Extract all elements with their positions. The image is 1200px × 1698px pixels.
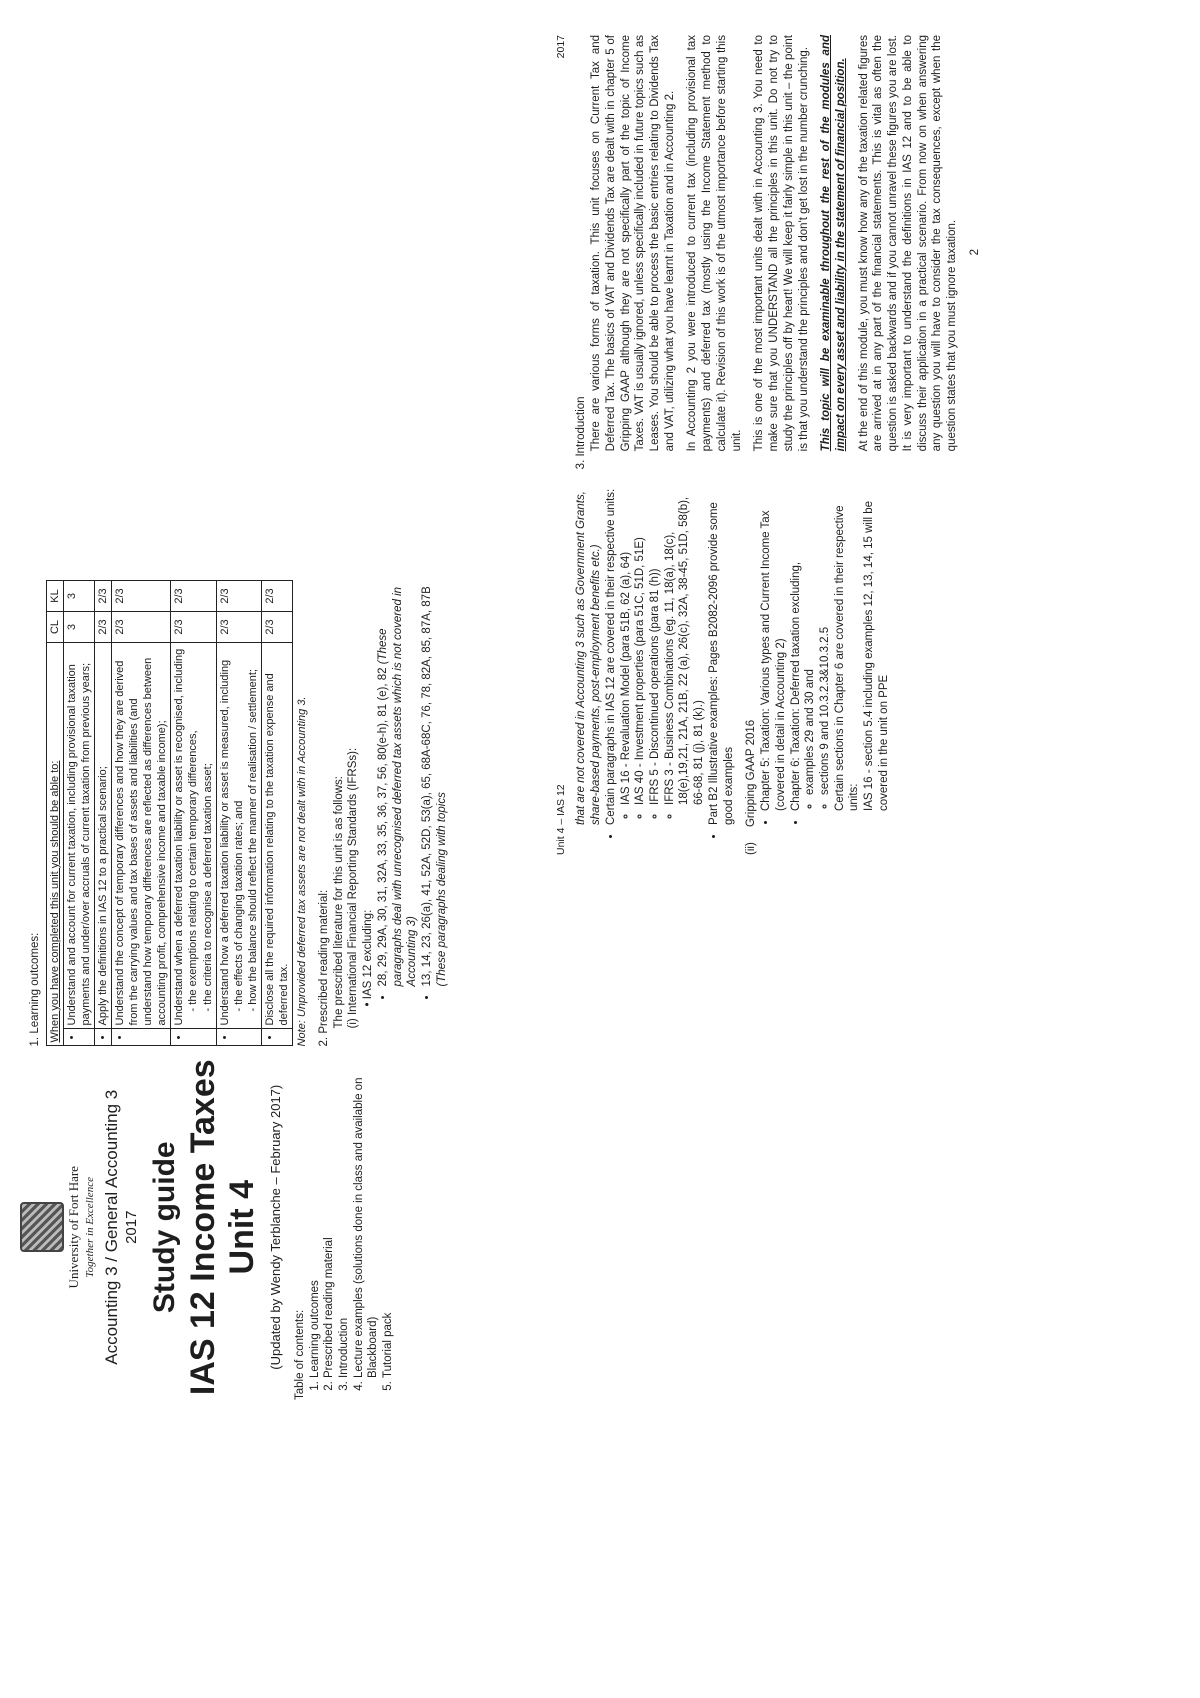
outcome-sub-item: - how the balance should reflect the manner of realisation / settlement; xyxy=(246,646,260,1011)
lo-intro: When you have completed this unit you should be able to: xyxy=(46,643,63,1046)
unit-item: ◦ IFRS 3 - Business Combinations (eg. 11, 18(a), 18(c), 18(e),19,21, 21A, 21B, 22 (a), 26(c), 32A, 38-45, 51D, 58(b), 66-68, 81 (j), 81 (k).) xyxy=(663,477,707,805)
page-number: 2 xyxy=(968,248,981,256)
chapter-6-item: ◦ sections 9 and 10.3.2.3&10.3.2.5 xyxy=(818,477,833,795)
outcome-sub-item: - the effects of changing taxation rates; and xyxy=(232,646,246,1011)
outcome-text: Apply the definitions in IAS 12 to a practical scenario; xyxy=(94,643,111,1029)
item-marker: (i) xyxy=(347,1018,360,1029)
part-b2: • Part B2 Illustrative examples: Pages B2082-2096 provide some good examples xyxy=(707,477,736,825)
outcomes-note: Note: Unprovided deferred tax assets are not dealt with in Accounting 3. xyxy=(295,696,308,1047)
toc-item: 5. Tutorial pack xyxy=(381,1054,396,1378)
university-crest-icon xyxy=(20,1202,64,1252)
cover-page: University of Fort Hare Together in Excellence Accounting 3 / General Accounting 3 2017 Study guide IAS 12 Income Taxes Unit 4 (Updated by Wendy Terblanche – February 2017) Table of contents: 1. Learning outcomes 2. Prescribed reading material 3. Introduction 4. Lecture examples (solutions done in class and available on Blackboard) 5. Tutorial pack 1. Learning outcomes: When you have completed this unit you should be able to: CL KL • Understand and account for current taxation, including provisional taxation payments and under/over accruals of current taxation from previous years; 3 3 • Apply the definitions in IAS 12 to a practical scenario; 2/3 2/3 • Understand the concept of temporary differences and how they are derived from the carrying values and tax bases of assets and liabilities (and understand how temporary differences are reflected as differences between accounting profit, comprehensive income and taxable income); 2/3 2/3 • Understand when a deferred taxation liability or asset is recognised, including - the exemptions relating to certain temporary differences, - the criteria to recognise a deferred taxation asset; 2/3 2/3 • Understand how a deferred taxation liability or asset is measured, including - the effects of changing taxation rates; and - how the balance should reflect the manner of realisation / settlement; 2/3 2/3 • Disclose all the required information relating to the taxation expense and deferred tax. 2/3 2/3 Note: Unprovided deferred tax assets are not dealt with in Accounting 3. 2. Prescribed reading material: The prescribed literature for this unit is as follows: (i) International Financial Reporting Standards (IFRSs): • IAS 12 excluding: • 28, 29, 29A, 30, 31, 32A, 33, 35, 36, 37, 56, 80(e-h), 81 (e), 82 (These paragraphs deal with unrecognised deferred tax assets which is not covered in Accounting 3) • 13, 14, 23, 26(a), 41, 52A, 52D, 53(a), 65, 68A-68C, 76, 78, 82A, 85, 87A, 87B (These paragraphs dealing with topics xyxy=(20,580,580,1400)
course-year: 2017 xyxy=(123,1210,141,1244)
unit-item: ◦ IAS 40 - Investment properties (para 51C, 51D, 51E) xyxy=(633,477,648,805)
exclusion-item: • 13, 14, 23, 26(a), 41, 52A, 52D, 53(a), 65, 68A-68C, 76, 78, 82A, 85, 87A, 87B (These paragraphs dealing with topics xyxy=(420,580,449,986)
header-year: 2017 xyxy=(555,35,567,59)
intro-paragraph: This is one of the most important units dealt with in Accounting 3. You need to make sure that you UNDERSTAND all the principles in this unit. Do not try to study the principles off by heart! We will keep it fairly simple in this unit – the point is that you understand the principles and don't get lost in the number crunching. xyxy=(753,35,810,452)
gripping-gaap: Gripping GAAP 2016 xyxy=(745,719,758,828)
updated-by: (Updated by Wendy Terblanche – February 2017) xyxy=(268,1084,284,1370)
table-row: • Disclose all the required information relating to the taxation expense and deferred tax. 2/3 2/3 xyxy=(261,581,292,1046)
study-guide-title: Study guide xyxy=(147,1141,181,1314)
prescribed-reading-heading: 2. Prescribed reading material: xyxy=(318,889,331,1047)
table-row: • Apply the definitions in IAS 12 to a practical scenario; 2/3 2/3 xyxy=(94,581,111,1046)
intro-paragraph: At the end of this module, you must know how any of the taxation related figures are arrived at in any part of the financial statements. This is vital as often the question is asked backwards and if you cannot unravel these figures you are lost. It is very important to understand the definitions in IAS 12 and to be able to discuss their application in a practical scenario. From now on when answering any question you will have to consider the tax consequences, except when the question states that you must ignore taxation. xyxy=(857,35,958,452)
introduction-heading: 3. Introduction xyxy=(575,396,588,470)
outcome-text: Disclose all the required information relating to the taxation expense and deferred tax. xyxy=(261,643,292,1029)
item-marker: (ii) xyxy=(745,842,758,855)
university-name: University of Fort Hare xyxy=(66,1166,81,1289)
continued-text: that are not covered in Accounting 3 such as Government Grants, share-based payments, post-employment benefits etc.) xyxy=(575,491,603,825)
table-row: • Understand how a deferred taxation liability or asset is measured, including - the effects of changing taxation rates; and - how the balance should reflect the manner of realisation / settlement; 2/3 2/3 xyxy=(216,581,261,1046)
outcome-text: Understand the concept of temporary differences and how they are derived from the carrying values and tax bases of assets and liabilities (and understand how temporary differences are reflected as differences between accounting profit, comprehensive income and taxable income); xyxy=(112,643,171,1029)
outcome-sub-item: - the criteria to recognise a deferred taxation asset; xyxy=(201,646,215,1011)
page-header xyxy=(555,35,568,855)
learning-outcomes-table xyxy=(46,580,293,1046)
outcome-sub-item: - the exemptions relating to certain temporary differences, xyxy=(186,646,200,1011)
learning-outcomes-heading: 1. Learning outcomes: xyxy=(29,932,41,1047)
intro-paragraph: In Accounting 2 you were introduced to current tax (including provisional tax payments) and deferred tax (mostly using the Income Statement method to calculate it). Revision of this work is of the utmost importance before starting this unit. xyxy=(686,35,743,452)
outcome-text: Understand and account for current taxation, including provisional taxation payments and under/over accruals of current taxation from previous years; xyxy=(63,643,94,1029)
ias12-excluding: IAS 12 excluding: xyxy=(362,909,375,1000)
unit-title: IAS 12 Income Taxes xyxy=(184,1059,223,1396)
chapter-6-certain: Certain sections in Chapter 6 are covered in their respective units: xyxy=(833,505,861,811)
outcome-text: Understand when a deferred taxation liability or asset is recognised, including xyxy=(173,648,186,1026)
col-header-kl: KL xyxy=(46,581,63,612)
header-unit: Unit 4 – IAS 12 xyxy=(555,784,567,855)
toc-item: 2. Prescribed reading material xyxy=(322,1054,337,1378)
toc-heading: Table of contents: xyxy=(293,1309,306,1400)
chapter-6-item: ◦ examples 29 and 30 and xyxy=(803,477,818,795)
unit-item: ◦ IFRS 5 - Discontinued operations (para 81 (h)) xyxy=(648,477,663,805)
table-row: • Understand when a deferred taxation liability or asset is recognised, including - the exemptions relating to certain temporary differences, - the criteria to recognise a deferred taxation asset; 2/3 2/3 xyxy=(171,581,216,1046)
outcome-text: Understand how a deferred taxation liability or asset is measured, including xyxy=(218,659,231,1026)
chapter-6: Chapter 6: Taxation: Deferred taxation excluding, xyxy=(789,561,802,811)
ifrs-label: International Financial Reporting Standards (IFRSs): xyxy=(347,747,360,1016)
toc-item: 4. Lecture examples (solutions done in class and available on Blackboard) xyxy=(352,1054,381,1378)
toc-item: 3. Introduction xyxy=(337,1054,352,1378)
toc-item: 1. Learning outcomes xyxy=(308,1054,323,1378)
content-page: Unit 4 – IAS 12 2017 that are not covered in Accounting 3 such as Government Grants, share-based payments, post-employment benefits etc.) • Certain paragraphs in IAS 12 are covered in their respective units: ◦ IAS 16 - Revaluation Model (para 51B, 62 (a), 64) ◦ IAS 40 - Investment properties (para 51C, 51D, 51E) ◦ IFRS 5 - Discontinued operations (para 81 (h)) ◦ IFRS 3 - Business Combinations (eg. 11, 18(a), 18(c), 18(e),19,21, 21A, 21B, 22 (a), 26(c), 32A, 38-45, 51D, 58(b), 66-68, 81 (j), 81 (k).) • Part B2 Illustrative examples: Pages B2082-2096 provide some good examples (ii) Gripping GAAP 2016 • Chapter 5: Taxation: Various types and Current Income Tax (covered in detail in Accounting 2) • Chapter 6: Taxation: Deferred taxation excluding, ◦ examples 29 and 30 and ◦ sections 9 and 10.3.2.3&10.3.2.5 Certain sections in Chapter 6 are covered in their respective units: IAS 16 - section 5.4 including examples 12, 13, 14, 15 will be covered in the unit on PPE 3. Introduction There are various forms of taxation. This unit focuses on Current Tax and Deferred Tax. The basics of VAT and Dividends Tax are dealt with in chapter 5 of Gripping GAAP although they are not specifically part of the topic of Income Taxes. VAT is usually ignored, unless specifically included in future topics such as Leases. You should be able to process the basic entries relating to Dividends Tax and VAT, utilizing what you have learnt in Taxation and in Accounting 2. In Accounting 2 you were introduced to current tax (including provisional tax payments) and deferred tax (mostly using the Income Statement method to calculate it). Revision of this work is of the utmost importance before starting this unit. This is one of the most important units dealt with in Accounting 3. You need to make sure that you UNDERSTAND all the principles in this unit. Do not try to study the principles off by heart! We will keep it fairly simple in this unit – the point is that you understand the principles and don't get lost in the number crunching. This topic will be examinable throughout the rest of the modules and impact on every asset and liability in the statement of financial position. At the end of this module, you must know how any of the taxation related figures are arrived at in any part of the financial statements. This is vital as often the question is asked backwards and if you cannot unravel these figures you are lost. It is very important to understand the definitions in IAS 12 and to be able to discuss their application in a practical scenario. From now on when answering any question you will have to consider the tax consequences, except when the question states that you must ignore taxation. 2 xyxy=(555,35,1115,855)
col-header-cl: CL xyxy=(46,612,63,643)
university-motto: Together in Excellence xyxy=(83,1177,96,1278)
intro-emphasis: This topic will be examinable throughout the rest of the modules and impact on every asset and liability in the statement of financial position. xyxy=(820,35,847,452)
table-row: • Understand the concept of temporary differences and how they are derived from the carrying values and tax bases of assets and liabilities (and understand how temporary differences are reflected as differences between accounting profit, comprehensive income and taxable income); 2/3 2/3 xyxy=(112,581,171,1046)
prescribed-intro: The prescribed literature for this unit is as follows: xyxy=(332,776,345,1029)
chapter-5: • Chapter 5: Taxation: Various types and Current Income Tax (covered in detail in Accounting 2) xyxy=(759,477,788,811)
table-row: • Understand and account for current taxation, including provisional taxation payments and under/over accruals of current taxation from previous years; 3 3 xyxy=(63,581,94,1046)
intro-paragraph: There are various forms of taxation. This unit focuses on Current Tax and Deferred Tax. The basics of VAT and Dividends Tax are dealt with in chapter 5 of Gripping GAAP although they are not specifically part of the topic of Income Taxes. VAT is usually ignored, unless specifically included in future topics such as Leases. You should be able to process the basic entries relating to Dividends Tax and VAT, utilizing what you have learnt in Taxation and in Accounting 2. xyxy=(590,35,676,452)
table-header-row xyxy=(46,581,63,1046)
course-name: Accounting 3 / General Accounting 3 xyxy=(101,1089,121,1365)
chapter-6-ias16: IAS 16 - section 5.4 including examples 12, 13, 14, 15 will be covered in the unit on PPE xyxy=(863,500,890,811)
unit-item: ◦ IAS 16 - Revaluation Model (para 51B, 62 (a), 64) xyxy=(619,477,634,805)
exclusion-item: • 28, 29, 29A, 30, 31, 32A, 33, 35, 36, 37, 56, 80(e-h), 81 (e), 82 (These paragraphs deal with unrecognised deferred tax assets which is not covered in Accounting 3) xyxy=(376,580,420,986)
table-of-contents xyxy=(308,1054,396,1400)
unit-number: Unit 4 xyxy=(223,1180,262,1275)
